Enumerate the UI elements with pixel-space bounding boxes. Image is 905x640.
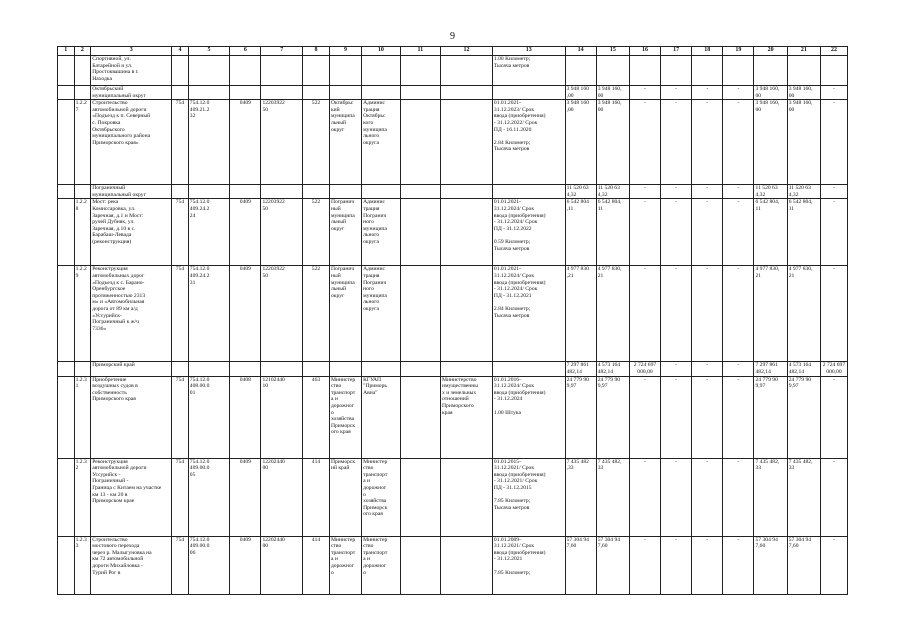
table-cell: [400, 458, 440, 536]
table-row: [58, 536, 848, 594]
table-cell: [787, 56, 820, 86]
table-cell: [400, 100, 440, 185]
table-cell: [188, 86, 230, 100]
table-cell: [302, 362, 329, 376]
column-header: 15: [596, 47, 629, 56]
table-cell: 754.12.0 409.21.2 32: [188, 100, 230, 185]
table-cell: [400, 199, 440, 266]
table-cell: -: [723, 86, 754, 100]
table-cell: [302, 185, 329, 199]
table-cell: 2 724 697 000,00: [629, 362, 660, 376]
table-cell: Министер ство транспорт а и дорожног о: [329, 536, 361, 594]
table-cell: [58, 362, 75, 376]
table-cell: 01.01.2015- 31.12.2021/ Срок ввода (приобретения) - 31.12.2021/ Срок ПД - 31.12.2015 7.85 Километр; Тысяча метров: [492, 458, 565, 536]
table-row: [58, 185, 848, 199]
table-cell: [188, 185, 230, 199]
table-cell: 57 304 94 7,60: [787, 536, 820, 594]
table-cell: [492, 185, 565, 199]
table-row: [58, 86, 848, 100]
table-cell: -: [661, 536, 692, 594]
table-cell: Админис трация Погранич ного муниципа льного округа: [362, 266, 400, 362]
column-header: 19: [723, 47, 754, 56]
table-cell: Погранич ный муниципа льный округ: [329, 266, 361, 362]
table-cell: [441, 266, 493, 362]
table-cell: Строительство автомобильной дороги «Подъезд к п. Северный с. Покровка Октябрьского муниципального района Приморского края»: [91, 100, 172, 185]
column-header: 22: [820, 47, 847, 56]
table-cell: -: [661, 376, 692, 458]
column-header: 9: [329, 47, 361, 56]
table-cell: 01.01.2016- 31.12.2024/ Срок ввода (приобретения) - 31.12.2024 1.00 Штука: [492, 376, 565, 458]
table-cell: 1.2.28: [74, 199, 91, 266]
table-cell: [362, 362, 400, 376]
table-cell: 7 435 482, 33: [787, 458, 820, 536]
table-cell: -: [723, 185, 754, 199]
table-cell: 7 297 861 482,14: [565, 362, 596, 376]
table-cell: -: [661, 458, 692, 536]
table-cell: [261, 185, 303, 199]
table-cell: -: [723, 376, 754, 458]
table-cell: 6 542 804, 11: [754, 199, 787, 266]
table-cell: [362, 86, 400, 100]
table-cell: -: [661, 100, 692, 185]
table-cell: Министерство имущественны х и земельных отношений Приморского края: [441, 376, 493, 458]
table-cell: [400, 185, 440, 199]
table-cell: [400, 56, 440, 86]
table-cell: [58, 458, 75, 536]
table-cell: [441, 56, 493, 86]
table-cell: Министер ство транспорт а и дорожног о хозяйства Приморск ого края: [362, 458, 400, 536]
table-row: [58, 100, 848, 185]
table-cell: [723, 56, 754, 86]
table-cell: [492, 362, 565, 376]
column-header: 20: [754, 47, 787, 56]
table-cell: -: [629, 100, 660, 185]
table-cell: [261, 56, 303, 86]
table-cell: -: [820, 266, 847, 362]
table-cell: -: [692, 536, 723, 594]
table-cell: -: [723, 362, 754, 376]
table-cell: 522: [302, 100, 329, 185]
table-cell: -: [629, 458, 660, 536]
table-cell: КГУАП "Приморь Авиа": [362, 376, 400, 458]
table-cell: -: [820, 458, 847, 536]
table-cell: [230, 185, 261, 199]
table-cell: 12202440 00: [261, 536, 303, 594]
table-cell: 754: [172, 199, 189, 266]
table-cell: 7 435 482, 33: [754, 458, 787, 536]
table-cell: Приморский край: [91, 362, 172, 376]
table-cell: 522: [302, 199, 329, 266]
table-cell: -: [692, 100, 723, 185]
column-header: 17: [661, 47, 692, 56]
table-cell: 0409: [230, 100, 261, 185]
table-cell: 11 520 63 4,32: [754, 185, 787, 199]
table-cell: -: [820, 536, 847, 594]
table-cell: 7 435 482 ,33: [565, 458, 596, 536]
table-cell: [261, 362, 303, 376]
table-cell: 1.2.33: [74, 536, 91, 594]
table-cell: -: [692, 362, 723, 376]
table-cell: Погранич ный муниципа льный округ: [329, 199, 361, 266]
table-cell: [441, 458, 493, 536]
table-cell: [58, 266, 75, 362]
table-cell: [754, 56, 787, 86]
table-cell: 11 520 63 4,32: [596, 185, 629, 199]
table-cell: [441, 100, 493, 185]
table-cell: -: [820, 86, 847, 100]
table-cell: [74, 362, 91, 376]
table-cell: 754.12.0 408.00.0 01: [188, 376, 230, 458]
table-cell: -: [661, 199, 692, 266]
table-cell: [74, 86, 91, 100]
table-cell: 24 779 90 9,97: [754, 376, 787, 458]
table-cell: [441, 86, 493, 100]
table-cell: Реконструкция автомобильной дороги Уссурийск - Пограничный - Граница с Китаем на участке км 13 - км 20 в Приморском крае: [91, 458, 172, 536]
table-cell: 754.12.0 409.24.2 31: [188, 266, 230, 362]
table-cell: [230, 56, 261, 86]
table-cell: 0408: [230, 376, 261, 458]
table-cell: 4 977 830, 21: [754, 266, 787, 362]
column-header: 8: [302, 47, 329, 56]
table-cell: 01.01.2021- 31.12.2024/ Срок ввода (приобретения) - 31.12.2024/ Срок ПД - 31.12.2021 2.84 Километр; Тысяча метров: [492, 266, 565, 362]
table-cell: [58, 376, 75, 458]
table-cell: 01.01.2021- 31.12.2023/ Срок ввода (приобретения) - 31.12.2022/ Срок ПД - 16.11.2020 2.84 Километр; Тысяча метров: [492, 100, 565, 185]
table-cell: [58, 56, 75, 86]
table-cell: 57 304 94 7,60: [596, 536, 629, 594]
table-cell: [74, 185, 91, 199]
table-cell: [565, 56, 596, 86]
table-cell: [261, 86, 303, 100]
table-cell: 463: [302, 376, 329, 458]
table-cell: [329, 86, 361, 100]
table-cell: -: [661, 362, 692, 376]
table-cell: [400, 376, 440, 458]
table-cell: 7 297 861 482,14: [754, 362, 787, 376]
table-cell: [58, 536, 75, 594]
table-cell: Министер ство транспорт а и дорожног о хозяйства Приморск ого края: [329, 376, 361, 458]
table-cell: -: [629, 536, 660, 594]
table-cell: [172, 86, 189, 100]
table-row: [58, 376, 848, 458]
table-cell: 754: [172, 536, 189, 594]
table-cell: [400, 536, 440, 594]
table-cell: 754: [172, 100, 189, 185]
table-cell: 0409: [230, 536, 261, 594]
column-header: 16: [629, 47, 660, 56]
table-cell: -: [692, 86, 723, 100]
table-cell: 11 520 63 4,32: [787, 185, 820, 199]
table-cell: 24 779 90 9,97: [596, 376, 629, 458]
table-cell: [329, 56, 361, 86]
table-cell: 3 948 160, 00: [787, 100, 820, 185]
table-cell: -: [723, 199, 754, 266]
table-cell: 01.01.2021- 31.12.2024/ Срок ввода (приобретения) - 31.12.2024/ Срок ПД - 31.12.2022 0.59 Километр; Тысяча метров: [492, 199, 565, 266]
page-number: 9: [450, 31, 455, 42]
table-cell: 57 304 94 7,60: [565, 536, 596, 594]
table-cell: 3 948 160, 00: [754, 100, 787, 185]
table-cell: 24 779 90 9,97: [787, 376, 820, 458]
table-cell: 414: [302, 536, 329, 594]
table-cell: [188, 56, 230, 86]
table-cell: -: [723, 100, 754, 185]
table-cell: 3 948 160 ,00: [565, 86, 596, 100]
table-cell: Приморск ий край: [329, 458, 361, 536]
column-header: 2: [74, 47, 91, 56]
column-header: 7: [261, 47, 303, 56]
table-cell: Октябрьский муниципальный округ: [91, 86, 172, 100]
table-cell: Админис трация Октябрьс кого муниципа льного округа: [362, 100, 400, 185]
column-header: 14: [565, 47, 596, 56]
table-cell: -: [629, 376, 660, 458]
table-cell: 6 542 804, 11: [787, 199, 820, 266]
table-cell: 414: [302, 458, 329, 536]
column-header: 4: [172, 47, 189, 56]
table-cell: 1.2.32: [74, 458, 91, 536]
table-cell: 1.2.27: [74, 100, 91, 185]
table-row: [58, 199, 848, 266]
table-cell: 24 779 90 9,97: [565, 376, 596, 458]
data-table: [57, 46, 848, 595]
table-cell: Приобретение воздушных судов в собственность Приморского края: [91, 376, 172, 458]
column-header: 21: [787, 47, 820, 56]
table-cell: -: [723, 458, 754, 536]
table-cell: 12202440 00: [261, 458, 303, 536]
table-cell: [596, 56, 629, 86]
table-cell: 57 304 94 7,60: [754, 536, 787, 594]
table-cell: -: [820, 100, 847, 185]
table-cell: Спортивной, ул. Батарейной и ул. Простоквашина в г. Находка: [91, 56, 172, 86]
header-row: [58, 47, 848, 56]
table-cell: Строительство мостового перехода через р. Малыгуновка на км 72 автомобильной дороги Михайловка - Турий Рог в: [91, 536, 172, 594]
table-cell: 4 573 164 482,14: [596, 362, 629, 376]
table-cell: -: [723, 266, 754, 362]
table-cell: [74, 56, 91, 86]
table-row: [58, 362, 848, 376]
table-cell: 1.2.31: [74, 376, 91, 458]
table-cell: 12102440 10: [261, 376, 303, 458]
table-cell: [820, 56, 847, 86]
table-cell: [441, 362, 493, 376]
table-cell: 522: [302, 266, 329, 362]
table-cell: 0409: [230, 458, 261, 536]
table-cell: 12203922 50: [261, 100, 303, 185]
table-cell: 4 573 164 482,14: [787, 362, 820, 376]
table-cell: 3 948 160, 00: [754, 86, 787, 100]
table-cell: [329, 185, 361, 199]
table-cell: [329, 362, 361, 376]
table-cell: [400, 86, 440, 100]
table-cell: [400, 362, 440, 376]
table-cell: [58, 199, 75, 266]
column-header: 1: [58, 47, 75, 56]
table-cell: 3 948 160 ,00: [565, 100, 596, 185]
table-cell: 1.2.29: [74, 266, 91, 362]
table-cell: -: [661, 86, 692, 100]
table-cell: 754.12.0 409.24.2 24: [188, 199, 230, 266]
table-cell: [441, 536, 493, 594]
table-cell: [188, 362, 230, 376]
column-header: 5: [188, 47, 230, 56]
table-cell: [362, 56, 400, 86]
table-cell: -: [820, 185, 847, 199]
table-cell: Министер ство транспорт а и дорожног о: [362, 536, 400, 594]
table-cell: 3 948 160, 00: [787, 86, 820, 100]
table-cell: [58, 100, 75, 185]
column-header: 6: [230, 47, 261, 56]
table-cell: Октябрьс кий муниципа льный округ: [329, 100, 361, 185]
table-row: [58, 458, 848, 536]
table-row: [58, 266, 848, 362]
table-cell: 754: [172, 376, 189, 458]
table-cell: -: [692, 185, 723, 199]
table-cell: Админис трация Погранич ного муниципа льного округа: [362, 199, 400, 266]
table-cell: 754.12.0 409.00.0 05: [188, 458, 230, 536]
table-cell: Реконструкция автомобильных дорог «Подъезд к с. Барано- Оренбургское протяженностью 2313 м» и «Автомобильная дорога от 89 км а/д «Уссурийск- Пограничный к ж/ч 7336»: [91, 266, 172, 362]
table-cell: -: [723, 536, 754, 594]
table-cell: -: [692, 199, 723, 266]
table-cell: Пограничный муниципальный округ: [91, 185, 172, 199]
table-cell: 3 948 160, 00: [596, 100, 629, 185]
column-header: 11: [400, 47, 440, 56]
table-cell: [692, 56, 723, 86]
table-cell: [172, 185, 189, 199]
table-cell: 4 977 830, 21: [787, 266, 820, 362]
table-cell: [400, 266, 440, 362]
table-cell: [58, 185, 75, 199]
table-cell: 6 542 804, 11: [596, 199, 629, 266]
table-cell: -: [692, 376, 723, 458]
table-cell: [302, 86, 329, 100]
table-cell: 12203922 50: [261, 199, 303, 266]
column-header: 3: [91, 47, 172, 56]
table-cell: -: [629, 266, 660, 362]
table-cell: [58, 86, 75, 100]
table-cell: 4 977 830, 21: [596, 266, 629, 362]
table-cell: -: [629, 199, 660, 266]
table-cell: [441, 185, 493, 199]
table-cell: 01.01.2009- 31.12.2021/ Срок ввода (приобретения) - 31.12.2021 7.85 Километр;: [492, 536, 565, 594]
table-cell: -: [661, 266, 692, 362]
table-cell: 4 977 830 ,21: [565, 266, 596, 362]
table-cell: 754: [172, 266, 189, 362]
table-cell: -: [692, 458, 723, 536]
table-cell: 754.12.0 409.00.0 06: [188, 536, 230, 594]
column-header: 13: [492, 47, 565, 56]
table-cell: [629, 56, 660, 86]
column-header: 12: [441, 47, 493, 56]
table-cell: Мост: река Комиссаровка, ул. Заречная, д.1 и Мост: ручей Дубняк, ул. Заречная, д.10 в с. Барабаш-Левада (реконструкция): [91, 199, 172, 266]
table-cell: -: [692, 266, 723, 362]
table-cell: -: [629, 185, 660, 199]
table-cell: 7 435 482, 33: [596, 458, 629, 536]
table-cell: 0409: [230, 266, 261, 362]
column-header: 18: [692, 47, 723, 56]
table-cell: 11 520 63 4,32: [565, 185, 596, 199]
table-cell: 6 542 804 ,11: [565, 199, 596, 266]
table-cell: [661, 56, 692, 86]
table-cell: 754: [172, 458, 189, 536]
table-cell: [441, 199, 493, 266]
table-cell: [230, 86, 261, 100]
table-cell: -: [629, 86, 660, 100]
table-cell: 1.00 Километр; Тысяча метров: [492, 56, 565, 86]
column-header: 10: [362, 47, 400, 56]
table-cell: 3 948 160, 00: [596, 86, 629, 100]
table-cell: -: [820, 376, 847, 458]
table-cell: 0409: [230, 199, 261, 266]
table-cell: 12203922 50: [261, 266, 303, 362]
table-row: [58, 56, 848, 86]
table-cell: 2 724 697 000,00: [820, 362, 847, 376]
table-cell: -: [820, 199, 847, 266]
table-cell: [362, 185, 400, 199]
table-cell: [230, 362, 261, 376]
table-cell: [492, 86, 565, 100]
table-cell: [302, 56, 329, 86]
table-cell: [172, 362, 189, 376]
table-cell: [172, 56, 189, 86]
table-cell: -: [661, 185, 692, 199]
